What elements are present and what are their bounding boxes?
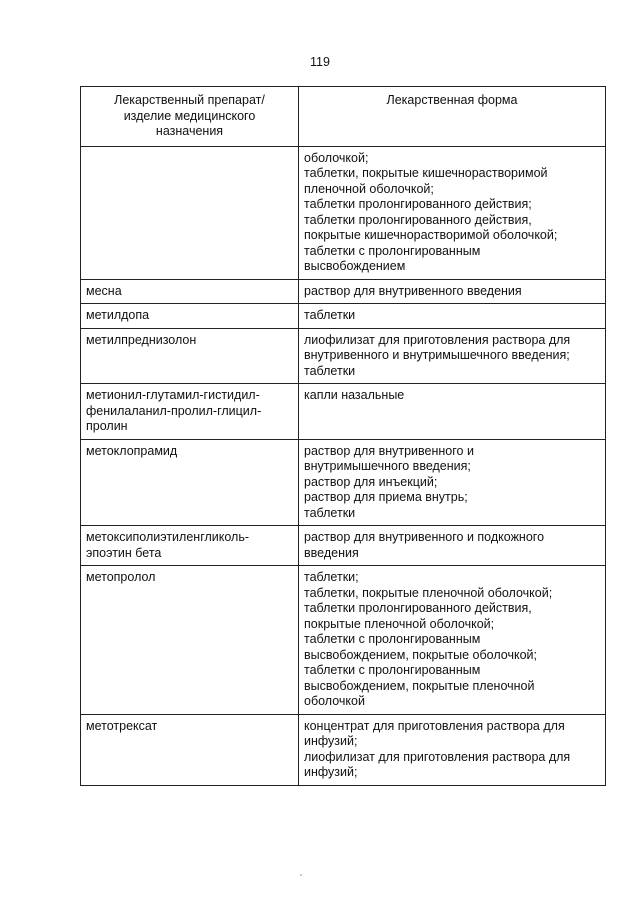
drug-name-line: метотрексат <box>86 718 158 733</box>
dosage-form-line: таблетки, покрытые кишечнорастворимой <box>304 166 548 180</box>
dosage-form-line: таблетки <box>304 505 356 520</box>
drug-name-cell <box>81 328 299 384</box>
table-row <box>81 439 606 526</box>
header-line: Лекарственная форма <box>386 93 518 107</box>
table-row <box>81 526 606 566</box>
drug-table <box>80 86 606 786</box>
header-drug <box>81 87 299 147</box>
table-row <box>81 146 606 279</box>
drug-name-cell <box>81 304 299 329</box>
table-row <box>81 566 606 715</box>
drug-name-line: метоксиполиэтиленгликоль- <box>86 530 250 544</box>
header-line: Лекарственный препарат/ <box>114 93 265 107</box>
dosage-form-line: раствор для инъекций; <box>304 474 438 489</box>
drug-name-line: метилпреднизолон <box>86 332 197 347</box>
dosage-form-line: таблетки пролонгированного действия, <box>304 212 532 227</box>
dosage-form-line: концентрат для приготовления раствора для <box>304 718 565 733</box>
dosage-form-cell <box>299 384 606 440</box>
table-row <box>81 304 606 329</box>
table-row <box>81 279 606 304</box>
dosage-form-line: инфузий; <box>304 734 358 748</box>
drug-name-line: пролин <box>86 419 128 433</box>
dosage-form-cell <box>299 714 606 785</box>
drug-name-line: метилдопа <box>86 308 150 322</box>
dosage-form-cell <box>299 146 606 279</box>
dosage-form-line: высвобождением, покрытые оболочкой; <box>304 647 537 662</box>
dosage-form-line: высвобождением, покрытые пленочной <box>304 678 535 693</box>
dosage-form-line: оболочкой <box>304 694 365 708</box>
dosage-form-line: таблетки с пролонгированным <box>304 243 481 258</box>
dosage-form-cell <box>299 279 606 304</box>
dosage-form-line: инфузий; <box>304 765 358 779</box>
dosage-form-cell <box>299 304 606 329</box>
drug-name-cell <box>81 146 299 279</box>
dosage-form-line: таблетки пролонгированного действия; <box>304 197 532 211</box>
drug-name-line: фенилаланил-пролил-глицил- <box>86 403 262 418</box>
drug-name-line: метопролол <box>86 570 156 584</box>
dosage-form-line: пленочной оболочкой; <box>304 181 434 196</box>
dosage-form-line: лиофилизат для приготовления раствора для <box>304 332 571 347</box>
header-line: изделие медицинского <box>123 108 256 123</box>
header-line: назначения <box>155 124 224 138</box>
drug-name-cell <box>81 279 299 304</box>
dosage-form-cell <box>299 439 606 526</box>
page-number: 119 <box>310 55 330 69</box>
dosage-form-line: внутримышечного введения; <box>304 459 471 473</box>
dosage-form-line: покрытые кишечнорастворимой оболочкой; <box>304 228 558 242</box>
dosage-form-line: оболочкой; <box>304 150 369 165</box>
table-header-row <box>81 87 606 147</box>
dosage-form-line: внутривенного и внутримышечного введения; <box>304 348 570 362</box>
dosage-form-line: покрытые пленочной оболочкой; <box>304 616 495 631</box>
dosage-form-line: таблетки <box>304 363 356 378</box>
drug-name-cell <box>81 566 299 715</box>
table-row <box>81 714 606 785</box>
dosage-form-line: лиофилизат для приготовления раствора для <box>304 749 571 764</box>
dosage-form-cell <box>299 566 606 715</box>
scan-speck <box>300 874 302 876</box>
dosage-form-line: таблетки с пролонгированным <box>304 663 481 677</box>
dosage-form-line: капли назальные <box>304 388 405 402</box>
dosage-form-cell <box>299 526 606 566</box>
dosage-form-line: таблетки с пролонгированным <box>304 632 481 646</box>
dosage-form-line: раствор для внутривенного введения <box>304 283 522 298</box>
dosage-form-line: раствор для внутривенного и подкожного <box>304 530 545 544</box>
dosage-form-line: таблетки пролонгированного действия, <box>304 601 532 615</box>
dosage-form-line: раствор для приема внутрь; <box>304 490 468 504</box>
dosage-form-line: высвобождением <box>304 259 406 273</box>
dosage-form-line: таблетки; <box>304 570 359 584</box>
table-row <box>81 328 606 384</box>
header-form <box>299 87 606 147</box>
dosage-form-line: раствор для внутривенного и <box>304 443 474 458</box>
drug-name-cell <box>81 714 299 785</box>
dosage-form-line: введения <box>304 545 359 560</box>
drug-name-cell <box>81 439 299 526</box>
drug-name-line: эпоэтин бета <box>86 545 162 560</box>
drug-name-cell <box>81 384 299 440</box>
drug-name-line: метоклопрамид <box>86 443 178 458</box>
dosage-form-line: таблетки <box>304 308 356 322</box>
table-body <box>81 146 606 785</box>
drug-name-line: метионил-глутамил-гистидил- <box>86 388 260 402</box>
dosage-form-line: таблетки, покрытые пленочной оболочкой; <box>304 585 553 600</box>
drug-name-line: месна <box>86 283 122 298</box>
dosage-form-cell <box>299 328 606 384</box>
drug-name-cell <box>81 526 299 566</box>
table-row <box>81 384 606 440</box>
